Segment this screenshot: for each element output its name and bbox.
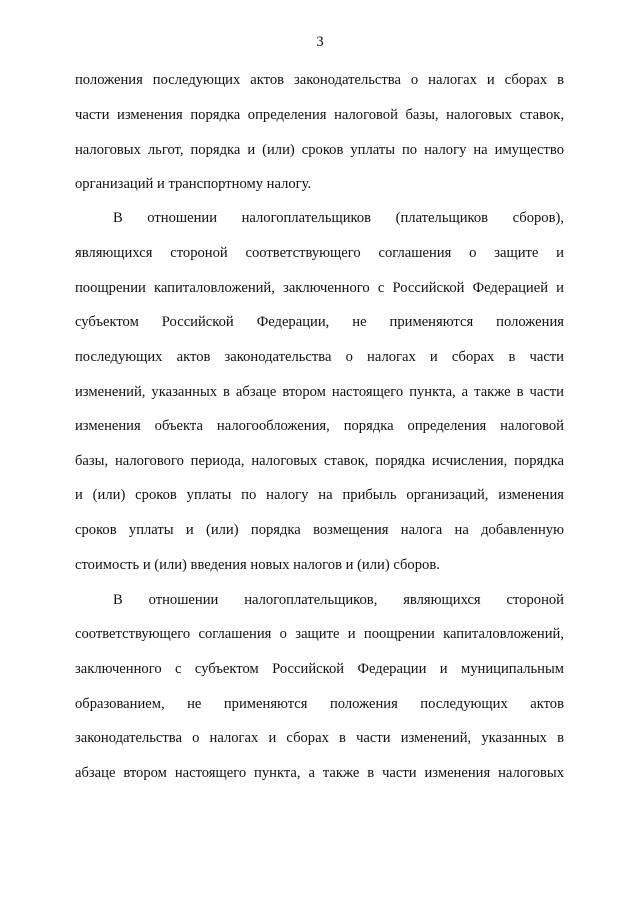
- paragraph-3-line-1: В отношении налогоплательщиков, являющихся стороной: [113, 592, 564, 608]
- paragraph-3-line-6: абзаце втором настоящего пункта, а также в части изменения налоговых: [75, 765, 564, 781]
- page-number: 3: [316, 34, 324, 50]
- paragraph-3-line-3: заключенного с субъектом Российской Федерации и муниципальным: [75, 661, 564, 677]
- paragraph-2-line-6: изменений, указанных в абзаце втором настоящего пункта, а также в части: [75, 384, 564, 400]
- paragraph-2-line-9: и (или) сроков уплаты по налогу на прибыль организаций, изменения: [75, 487, 564, 503]
- paragraph-2-line-1: В отношении налогоплательщиков (плательщиков сборов),: [113, 210, 564, 226]
- paragraph-2-line-2: являющихся стороной соответствующего соглашения о защите и: [75, 245, 564, 261]
- paragraph-1-line-2: части изменения порядка определения налоговой базы, налоговых ставок,: [75, 107, 564, 123]
- paragraph-3-line-5: законодательства о налогах и сборах в части изменений, указанных в: [75, 730, 564, 746]
- paragraph-3-line-4: образованием, не применяются положения последующих актов: [75, 696, 564, 712]
- paragraph-1-line-4: организаций и транспортному налогу.: [75, 176, 312, 192]
- paragraph-2-line-7: изменения объекта налогообложения, порядка определения налоговой: [75, 418, 564, 434]
- paragraph-2-line-11: стоимость и (или) введения новых налогов и (или) сборов.: [75, 557, 440, 573]
- paragraph-3-line-2: соответствующего соглашения о защите и поощрении капиталовложений,: [75, 626, 564, 642]
- paragraph-1-line-3: налоговых льгот, порядка и (или) сроков уплаты по налогу на имущество: [75, 142, 564, 158]
- paragraph-1-line-1: положения последующих актов законодательства о налогах и сборах в: [75, 72, 564, 88]
- paragraph-2-line-5: последующих актов законодательства о налогах и сборах в части: [75, 349, 564, 365]
- paragraph-2-line-4: субъектом Российской Федерации, не применяются положения: [75, 314, 564, 330]
- paragraph-2-line-10: сроков уплаты и (или) порядка возмещения налога на добавленную: [75, 522, 564, 538]
- paragraph-2-line-8: базы, налогового периода, налоговых ставок, порядка исчисления, порядка: [75, 453, 564, 469]
- paragraph-2-line-3: поощрении капиталовложений, заключенного с Российской Федерацией и: [75, 280, 564, 296]
